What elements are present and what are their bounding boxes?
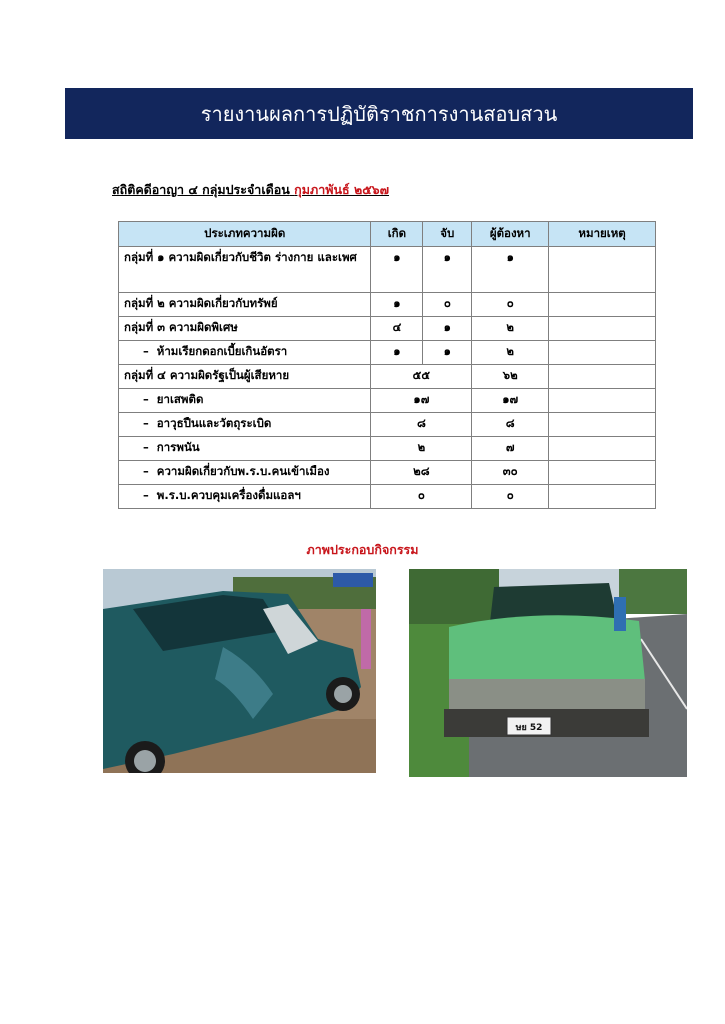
rear-rim <box>134 750 156 772</box>
cell-arrested: ๐ <box>423 293 472 317</box>
photos-caption: ภาพประกอบกิจกรรม <box>306 542 419 557</box>
cell-remark <box>549 413 656 437</box>
cell-type: กลุ่มที่ ๓ ความผิดพิเศษ <box>119 317 371 341</box>
subtitle-month: กุมภาพันธ์ ๒๕๖๗ <box>294 182 390 197</box>
table-row <box>119 365 656 389</box>
cell-suspects: ๗ <box>472 437 549 461</box>
cell-suspects: ๑ <box>472 247 549 293</box>
subtitle-prefix: สถิติคดีอาญา ๔ กลุ่มประจำเดือน <box>112 182 290 197</box>
cell-type: กลุ่มที่ ๒ ความผิดเกี่ยวกับทรัพย์ <box>119 293 371 317</box>
cell-remark <box>549 389 656 413</box>
cell-type-sub <box>119 437 371 461</box>
cell-remark <box>549 437 656 461</box>
cell-type-sub <box>119 413 371 437</box>
cell-type-label: ห้ามเรียกดอกเบี้ยเกินอัตรา <box>156 344 288 358</box>
cell-type-sub <box>119 461 371 485</box>
table-row <box>119 485 656 509</box>
cell-occurred-arrested: ๒ <box>371 437 472 461</box>
report-subtitle <box>112 180 389 200</box>
table-row <box>119 341 656 365</box>
cell-occurred: ๑ <box>371 293 423 317</box>
cell-remark <box>549 485 656 509</box>
bullet-dash: – <box>143 488 149 502</box>
cell-occurred-arrested: ๒๘ <box>371 461 472 485</box>
table-row <box>119 317 656 341</box>
cell-occurred: ๑ <box>371 247 423 293</box>
bullet-dash: – <box>143 464 149 478</box>
col-header-arrested: จับ <box>423 222 472 247</box>
table-header-row <box>119 222 656 247</box>
cell-arrested: ๑ <box>423 247 472 293</box>
distant-sign <box>333 573 373 587</box>
cell-arrested: ๑ <box>423 341 472 365</box>
col-header-type: ประเภทความผิด <box>119 222 371 247</box>
table-row <box>119 247 656 293</box>
cell-type-label: การพนัน <box>156 440 200 454</box>
bullet-dash: – <box>143 344 149 358</box>
front-rim <box>334 685 352 703</box>
cell-type-sub <box>119 341 371 365</box>
cell-remark <box>549 317 656 341</box>
cell-type-sub <box>119 389 371 413</box>
table-row <box>119 413 656 437</box>
photo-damaged-pickup <box>409 569 687 777</box>
cell-type-label: ยาเสพติด <box>156 392 204 406</box>
cell-type-label: ความผิดเกี่ยวกับพ.ร.บ.คนเข้าเมือง <box>156 464 330 478</box>
cell-type-label: พ.ร.บ.ควบคุมเครื่องดื่มแอลฯ <box>156 488 301 502</box>
cell-remark <box>549 293 656 317</box>
col-header-suspects: ผู้ต้องหา <box>472 222 549 247</box>
cell-type: กลุ่มที่ ๑ ความผิดเกี่ยวกับชีวิต ร่างกาย และเพศ <box>119 247 371 293</box>
damaged-grille <box>449 679 645 713</box>
cell-suspects: ๒ <box>472 317 549 341</box>
table-row <box>119 389 656 413</box>
cell-occurred-arrested: ๕๕ <box>371 365 472 389</box>
table-row <box>119 461 656 485</box>
col-header-occurred: เกิด <box>371 222 423 247</box>
cell-occurred-arrested: ๘ <box>371 413 472 437</box>
crime-stats-table <box>118 221 656 509</box>
table-row <box>119 293 656 317</box>
cell-suspects: ๑๗ <box>472 389 549 413</box>
cell-occurred: ๑ <box>371 341 423 365</box>
cell-suspects: ๒ <box>472 341 549 365</box>
cell-suspects: ๐ <box>472 485 549 509</box>
cell-remark <box>549 365 656 389</box>
col-header-remark: หมายเหตุ <box>549 222 656 247</box>
cell-type-sub <box>119 485 371 509</box>
cell-remark <box>549 341 656 365</box>
cell-suspects: ๓๐ <box>472 461 549 485</box>
bystander <box>361 609 371 669</box>
table-row <box>119 437 656 461</box>
pickup-photo-graphic <box>409 569 687 777</box>
cell-occurred: ๔ <box>371 317 423 341</box>
bullet-dash: – <box>143 416 149 430</box>
bullet-dash: – <box>143 440 149 454</box>
cell-remark <box>549 461 656 485</box>
cell-remark <box>549 247 656 293</box>
cell-type: กลุ่มที่ ๔ ความผิดรัฐเป็นผู้เสียหาย <box>119 365 371 389</box>
license-plate-text: ษย 52 <box>515 723 543 733</box>
cell-suspects: ๐ <box>472 293 549 317</box>
photo-damaged-sedan <box>103 569 376 773</box>
cell-occurred-arrested: ๑๗ <box>371 389 472 413</box>
cell-type-label: อาวุธปืนและวัตถุระเบิด <box>156 416 272 430</box>
bystander <box>614 597 626 631</box>
bullet-dash: – <box>143 392 149 406</box>
cell-suspects: ๖๒ <box>472 365 549 389</box>
header-banner <box>65 88 693 139</box>
trees-right <box>619 569 687 614</box>
sedan-photo-graphic <box>103 569 376 773</box>
cell-suspects: ๘ <box>472 413 549 437</box>
page-title: รายงานผลการปฏิบัติราชการงานสอบสวน <box>200 101 558 126</box>
cell-arrested: ๑ <box>423 317 472 341</box>
cell-occurred-arrested: ๐ <box>371 485 472 509</box>
